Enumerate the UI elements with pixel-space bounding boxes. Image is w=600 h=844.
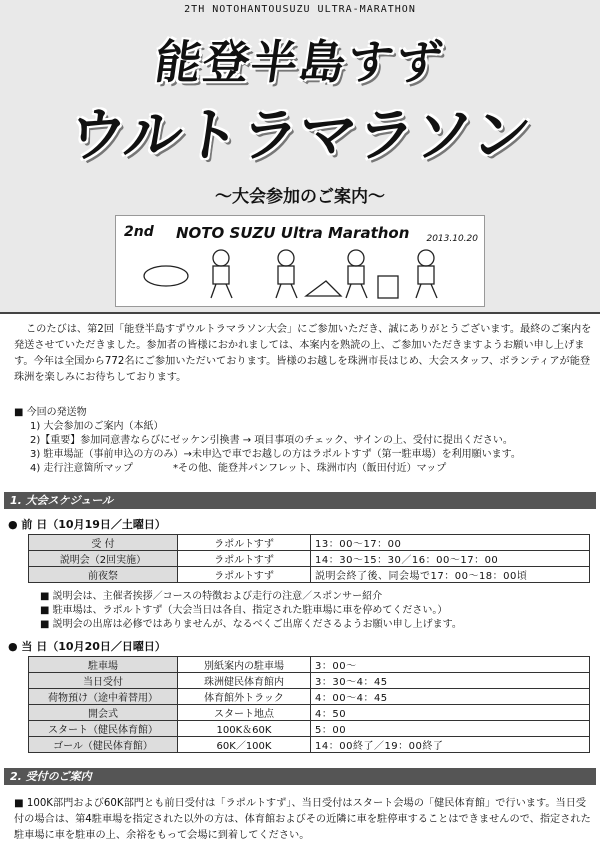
day2-schedule-table	[28, 656, 590, 753]
subtitle: 〜大会参加のご案内〜	[215, 187, 385, 207]
table-row	[29, 657, 590, 673]
cell-place: スタート地点	[178, 705, 311, 721]
runners-drawing	[116, 216, 484, 306]
cell-time: 説明会終了後、同会場で17：00〜18：00頃	[311, 567, 590, 583]
cell-item: 荷物預け（途中着替用）	[29, 689, 178, 705]
enclosed-items	[14, 406, 594, 476]
day1-schedule-table	[28, 534, 590, 583]
table-row	[29, 721, 590, 737]
table-row	[29, 535, 590, 551]
cell-time: 14：30〜15：30／16：00〜17：00	[311, 551, 590, 567]
item-line: 1) 大会参加のご案内（本紙）	[30, 421, 164, 432]
day1-heading: ● 前 日（10月19日／土曜日）	[8, 518, 166, 531]
cell-place: 100K＆60K	[178, 721, 311, 737]
cell-place: 60K／100K	[178, 737, 311, 753]
banner-illustration	[115, 215, 485, 307]
cell-place: ラポルトすず	[178, 551, 311, 567]
cell-item: 説明会（2回実施）	[29, 551, 178, 567]
note-line: ■ 駐車場は、ラポルトすず（大会当日は各自、指定された駐車場に車を停めてください。）	[40, 605, 448, 616]
cell-place: ラポルトすず	[178, 535, 311, 551]
item-line: 4) 走行注意箇所マップ *その他、能登丼パンフレット、珠洲市内（飯田付近）マップ	[30, 463, 447, 474]
table-row	[29, 673, 590, 689]
cell-item: 開会式	[29, 705, 178, 721]
cell-time: 13：00〜17：00	[311, 535, 590, 551]
intro-paragraph: このたびは、第2回「能登半島すずウルトラマラソン大会」にご参加いただき、誠にありがとうございます。最終のご案内を発送させていただきました。参加者の皆様におかれましては、本案内を熟読の上、ご参加いただきますようお願い申し上げます。今年は全国から772名にご参加いただいております。皆様のお越しを珠洲市長はじめ、大会スタッフ、ボランティアが能登珠洲を楽しみにお待ちしております。	[14, 324, 592, 383]
day2-heading: ● 当 日（10月20日／日曜日）	[8, 640, 166, 653]
cell-time: 3：00〜	[311, 657, 590, 673]
cell-item: ゴール（健民体育館）	[29, 737, 178, 753]
cell-time: 4：00〜4：45	[311, 689, 590, 705]
item-line: 3) 駐車場証（事前申込の方のみ）→未申込で車でお越しの方はラポルトすず（第一駐車場）を利用願います。	[30, 449, 521, 460]
cell-place: ラポルトすず	[178, 567, 311, 583]
cell-item: 駐車場	[29, 657, 178, 673]
cell-time: 5：00	[311, 721, 590, 737]
banner-badge: 2nd	[124, 224, 154, 240]
table-row	[29, 551, 590, 567]
title-line1: 能登半島すず	[151, 35, 448, 89]
table-row	[29, 737, 590, 753]
banner-date: 2013.10.20	[426, 234, 478, 244]
note-line: ■ 説明会の出席は必修ではありませんが、なるべくご出席くださるようお願い申し上げます。	[40, 619, 462, 630]
cell-item: 前夜祭	[29, 567, 178, 583]
note-line: ■ 説明会は、主催者挨拶／コースの特徴および走行の注意／スポンサー紹介	[40, 591, 383, 602]
cell-place: 別紙案内の駐車場	[178, 657, 311, 673]
banner-title: NOTO SUZU Ultra Marathon	[176, 224, 410, 242]
header	[0, 0, 600, 314]
header-top-text: 2TH NOTOHANTOUSUZU ULTRA-MARATHON	[184, 4, 416, 15]
cell-time: 4：50	[311, 705, 590, 721]
cell-item: 当日受付	[29, 673, 178, 689]
table-row	[29, 705, 590, 721]
cell-place: 珠洲健民体育館内	[178, 673, 311, 689]
day1-notes	[40, 590, 595, 632]
section-schedule-title: 1. 大会スケジュール	[4, 492, 596, 509]
title-line2: ウルトラマラソン	[63, 101, 536, 169]
table-row	[29, 567, 590, 583]
cell-item: スタート（健民体育館）	[29, 721, 178, 737]
cell-item: 受 付	[29, 535, 178, 551]
item-line: 2)【重要】参加同意書ならびにゼッケン引換書 → 項目事項のチェック、サインの上、受付に提出ください。	[30, 435, 513, 446]
items-heading: ■ 今回の発送物	[14, 407, 87, 418]
cell-time: 14：00終了／19：00終了	[311, 737, 590, 753]
cell-place: 体育館外トラック	[178, 689, 311, 705]
table-row	[29, 689, 590, 705]
cell-time: 3：30〜4：45	[311, 673, 590, 689]
reception-paragraph: ■ 100K部門および60K部門とも前日受付は「ラポルトすず」、当日受付はスタート会場の「健民体育館」で行います。当日受付の場合は、第4駐車場を指定された以外の方は、体育館およびその近隣に車を駐停車することはできませんので、指定された駐車場に車を駐車の上、余裕をもって会場に到着してください。	[14, 798, 591, 841]
section-reception-title: 2. 受付のご案内	[4, 768, 596, 785]
